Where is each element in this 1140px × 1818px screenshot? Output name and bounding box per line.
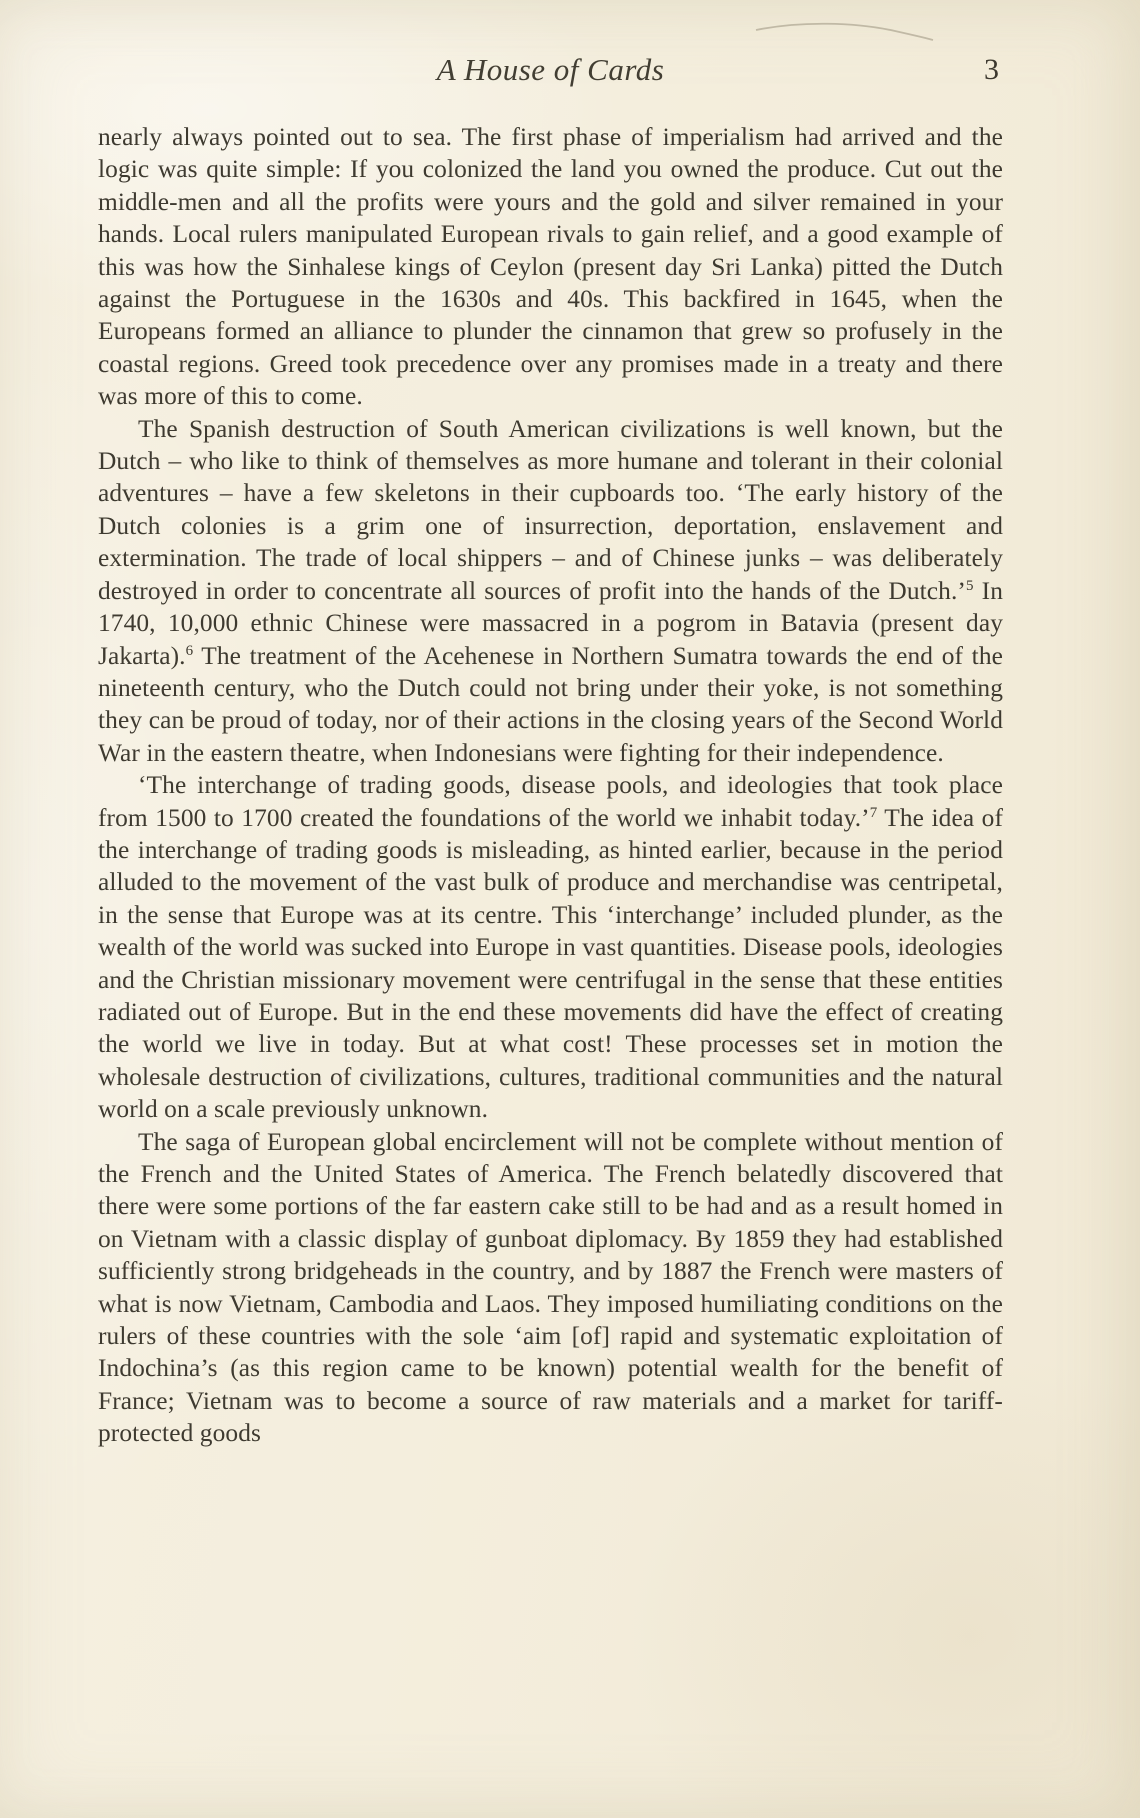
page-number: 3 bbox=[984, 53, 999, 86]
paragraph: nearly always pointed out to sea. The first phase of imperialism had arrived and the logic was quite simple: If you colonized the land you owned the produce. Cut out the middle-men and all the profits were yours and the gold and silver remained in your hands. Local rulers manipulated European rivals to gain relief, and a good example of this was how the Sinhalese kings of Ceylon (present day Sri Lanka) pitted the Dutch against the Portuguese in the 1630s and 40s. This backfired in 1645, when the Europeans formed an alliance to plunder the cinnamon that grew so profusely in the coastal regions. Greed took precedence over any promises made in a treaty and there was more of this to come. bbox=[98, 123, 1003, 411]
footnote-marker: 5 bbox=[965, 577, 974, 594]
paragraph: The Spanish destruction of South American civilizations is well known, but the Dutch – who like to think of themselves as more humane and tolerant in their colonial adventures – have a few skeletons in their cupboards too. ‘The early history of the Dutch colonies is a grim one of insurrection, deportation, enslavement and extermination. The trade of local shippers – and of Chinese junks – was deliberately destroyed in order to concentrate all sources of profit into the hands of the Dutch.’$^5$ In 1740, 10,000 ethnic Chinese were massacred in a pogrom in Batavia (present day Jakarta).$^6$ The treatment of the Acehenese in Northern Sumatra towards the end of the nineteenth century, who the Dutch could not bring under their yoke, is not something they can be proud of today, nor of their actions in the closing years of the Second World War in the eastern theatre, when Indonesians were fighting for their independence. bbox=[98, 414, 1003, 767]
running-header bbox=[98, 48, 1003, 98]
page-body-text bbox=[98, 121, 1003, 1450]
running-header-title: A House of Cards bbox=[436, 52, 665, 87]
paragraph: The saga of European global encirclement will not be complete without mention of the French and the United States of America. The French belatedly discovered that there were some portions of the far eastern cake still to be had and as a result homed in on Vietnam with a classic display of gunboat diplomacy. By 1859 they had established sufficiently strong bridgeheads in the country, and by 1887 the French were masters of what is now Vietnam, Cambodia and Laos. They imposed humiliating conditions on the rulers of these countries with the sole ‘aim [of] rapid and systematic exploitation of Indochina’s (as this region came to be known) potential wealth for the benefit of France; Vietnam was to become a source of raw materials and a market for tariff-protected goods bbox=[98, 1127, 1003, 1448]
footnote-marker: 7 bbox=[869, 804, 878, 821]
footnote-marker: 6 bbox=[185, 642, 194, 659]
paragraph: ‘The interchange of trading goods, disease pools, and ideologies that took place from 1500 to 1700 created the foundations of the world we inhabit today.’$^7$ The idea of the interchange of trading goods is misleading, as hinted earlier, because in the period alluded to the movement of the vast bulk of produce and merchandise was centripetal, in the sense that Europe was at its centre. This ‘interchange’ included plunder, as the wealth of the world was sucked into Europe in vast quantities. Disease pools, ideologies and the Christian missionary movement were centrifugal in the sense that these entities radiated out of Europe. But in the end these movements did have the effect of creating the world we live in today. But at what cost! These processes set in motion the wholesale destruction of civilizations, cultures, traditional communities and the natural world on a scale previously unknown. bbox=[98, 771, 1004, 1124]
